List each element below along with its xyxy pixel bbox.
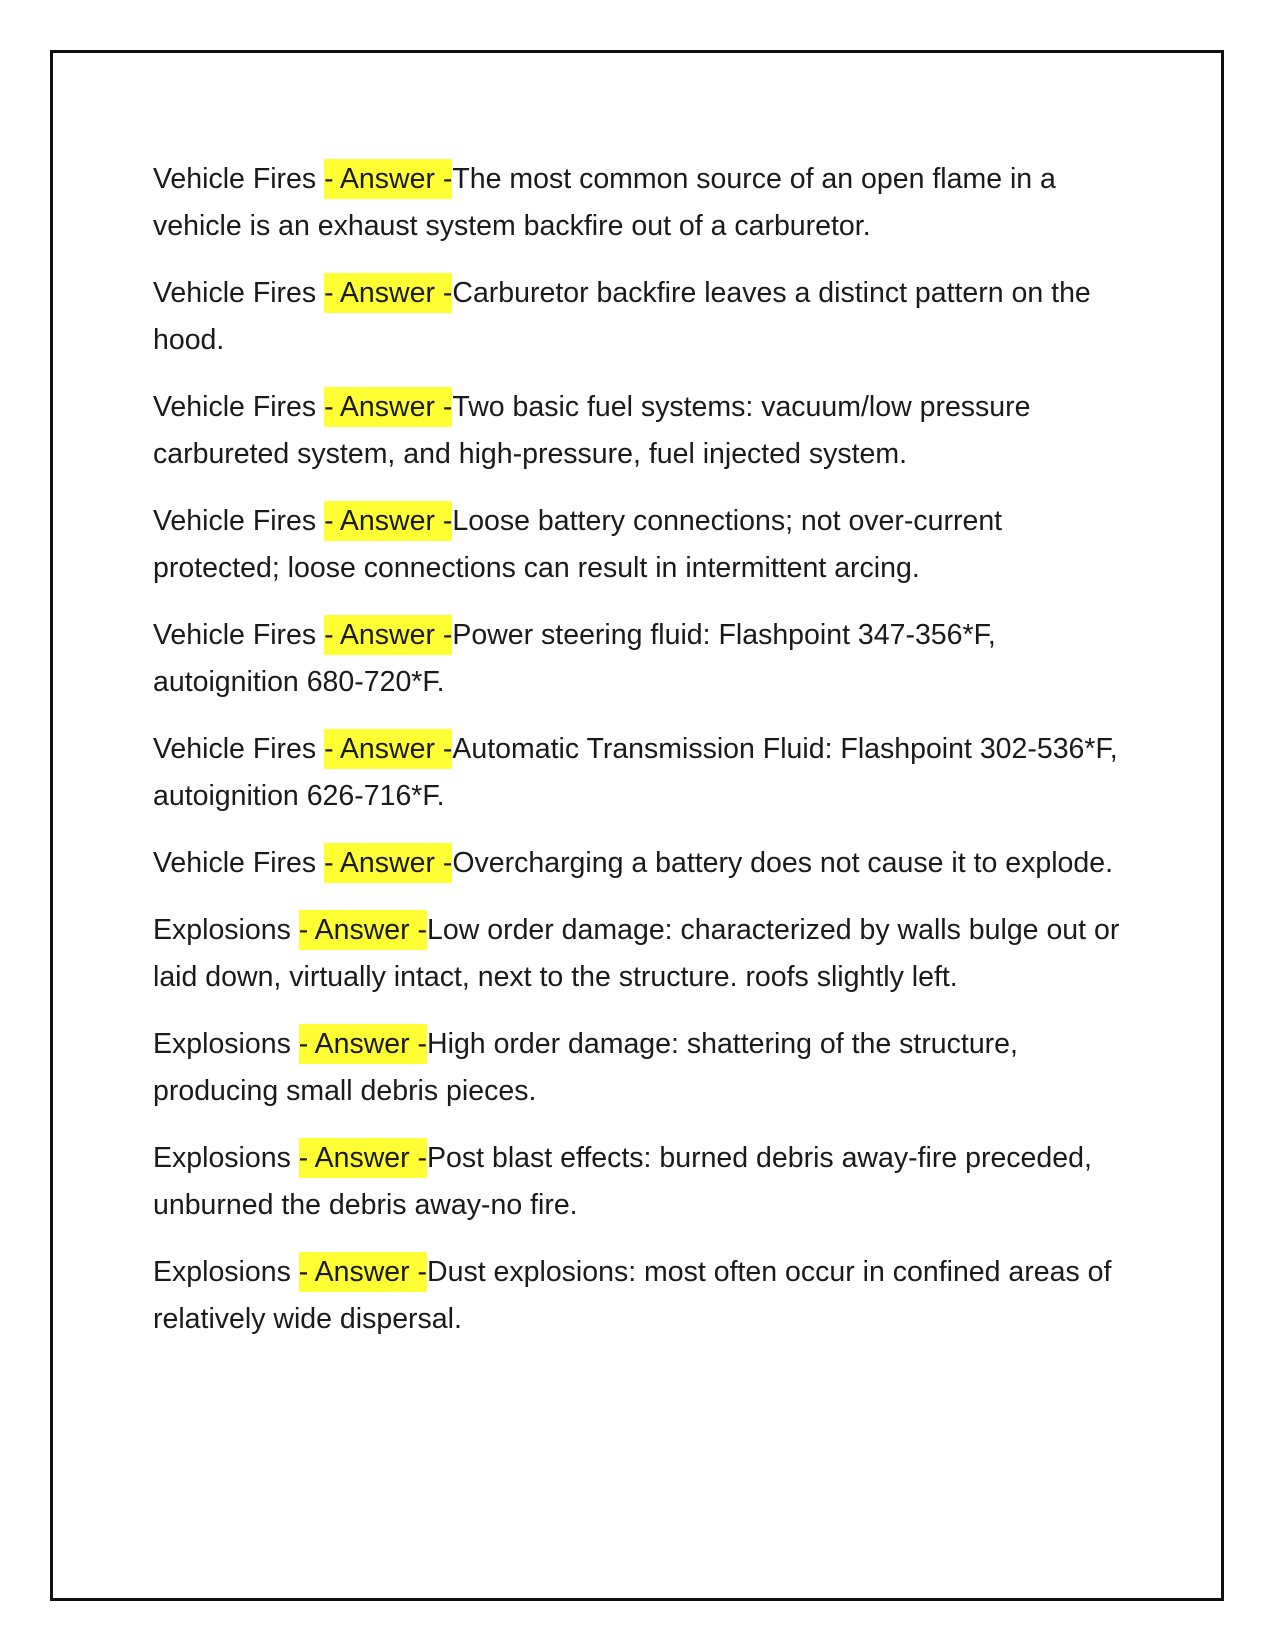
entry-term: Vehicle Fires	[153, 505, 325, 537]
answer-marker: - Answer -	[299, 910, 427, 950]
flashcard-entry	[153, 384, 1133, 478]
flashcard-entry	[153, 612, 1133, 706]
flashcard-entry	[153, 1135, 1133, 1229]
flashcard-entry	[153, 726, 1133, 820]
answer-marker: - Answer -	[324, 501, 452, 541]
entry-answer: High order damage: shattering of the structure, producing small debris pieces.	[153, 1028, 1018, 1107]
entry-answer: Automatic Transmission Fluid: Flashpoint 302-536*F, autoignition 626-716*F.	[153, 733, 1118, 812]
answer-marker: - Answer -	[324, 729, 452, 769]
entry-term: Vehicle Fires	[153, 733, 325, 765]
entry-term: Explosions	[153, 1256, 299, 1288]
answer-marker: - Answer -	[324, 159, 452, 199]
entry-term: Explosions	[153, 914, 299, 946]
answer-marker: - Answer -	[299, 1138, 427, 1178]
entry-term: Vehicle Fires	[153, 391, 325, 423]
entry-answer: Loose battery connections; not over-current protected; loose connections can result in intermittent arcing.	[153, 505, 1003, 584]
entry-answer: Overcharging a battery does not cause it to explode.	[452, 847, 1114, 879]
entry-answer: Low order damage: characterized by walls bulge out or laid down, virtually intact, next to the structure. roofs slightly left.	[153, 914, 1120, 993]
entry-term: Vehicle Fires	[153, 163, 325, 195]
flashcard-entry	[153, 156, 1133, 250]
flashcard-entry	[153, 907, 1133, 1001]
answer-marker: - Answer -	[299, 1252, 427, 1292]
entry-answer: Carburetor backfire leaves a distinct pattern on the hood.	[153, 277, 1091, 356]
entry-term: Explosions	[153, 1028, 299, 1060]
answer-marker: - Answer -	[299, 1024, 427, 1064]
entry-term: Explosions	[153, 1142, 299, 1174]
flashcard-entry	[153, 498, 1133, 592]
entry-answer: Two basic fuel systems: vacuum/low pressure carbureted system, and high-pressure, fuel injected system.	[153, 391, 1031, 470]
answer-marker: - Answer -	[324, 843, 452, 883]
answer-marker: - Answer -	[324, 615, 452, 655]
flashcard-list	[153, 156, 1133, 1363]
answer-marker: - Answer -	[324, 273, 452, 313]
flashcard-entry	[153, 270, 1133, 364]
page-frame	[50, 50, 1224, 1601]
entry-answer: Power steering fluid: Flashpoint 347-356*F, autoignition 680-720*F.	[153, 619, 996, 698]
flashcard-entry	[153, 1021, 1133, 1115]
entry-term: Vehicle Fires	[153, 847, 325, 879]
entry-answer: The most common source of an open flame in a vehicle is an exhaust system backfire out of a carburetor.	[153, 163, 1056, 242]
answer-marker: - Answer -	[324, 387, 452, 427]
entry-term: Vehicle Fires	[153, 277, 325, 309]
entry-term: Vehicle Fires	[153, 619, 325, 651]
entry-answer: Post blast effects: burned debris away-fire preceded, unburned the debris away-no fire.	[153, 1142, 1092, 1221]
flashcard-entry	[153, 840, 1133, 887]
entry-answer: Dust explosions: most often occur in confined areas of relatively wide dispersal.	[153, 1256, 1112, 1335]
flashcard-entry	[153, 1249, 1133, 1343]
